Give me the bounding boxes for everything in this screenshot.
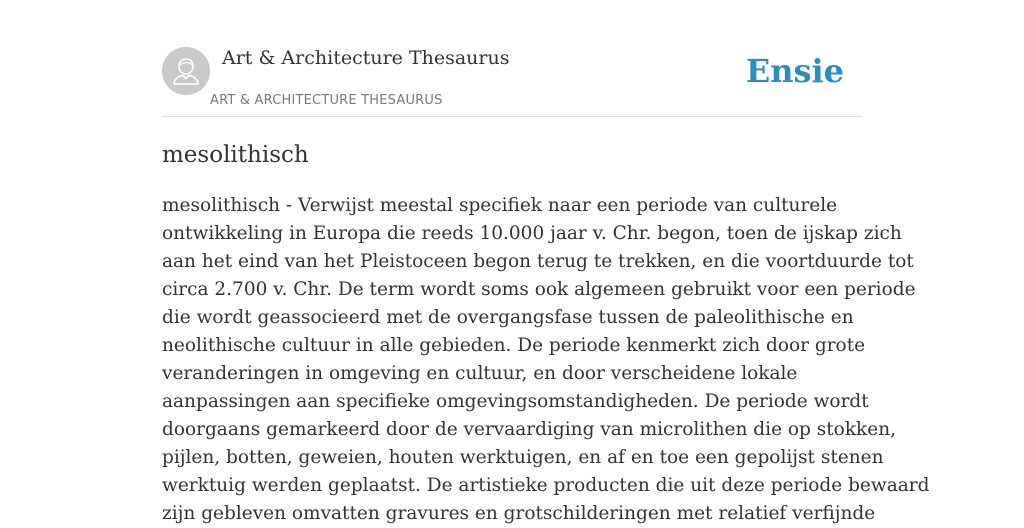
brand-logo[interactable]: Ensie [745,52,844,90]
term-title: mesolithisch [162,142,309,168]
definition-line: aanpassingen aan specifieke omgevingsomstandigheden. De periode wordt [162,391,869,412]
definition-line: doorgaans gemarkeerd door de vervaardiging van microlithen die op stokken, [162,419,896,440]
definition-line: werktuig werden geplaatst. De artistieke producten die uit deze periode bewaard [162,475,930,496]
definition-text [162,192,930,528]
definition-line: mesolithisch - Verwijst meestal specifiek naar een periode van culturele [162,195,838,216]
definition-line: zijn gebleven omvatten gravures en grotschilderingen met relatief verfijnde [162,503,876,524]
user-silhouette-icon[interactable] [162,47,210,95]
source-title[interactable]: Art & Architecture Thesaurus [222,47,510,69]
source-header [162,46,862,117]
definition-line: die wordt geassocieerd met de overgangsfase tussen de paleolithische en [162,307,854,328]
definition-line: veranderingen in omgeving en cultuur, en door verscheidene lokale [162,363,798,384]
source-subtitle-link[interactable]: ART & ARCHITECTURE THESAURUS [210,93,443,108]
definition-line: aan het eind van het Pleistoceen begon terug te trekken, en die voortduurde tot [162,251,914,272]
definition-line: circa 2.700 v. Chr. De term wordt soms ook algemeen gebruikt voor een periode [162,279,916,300]
definition-line: neolithische cultuur in alle gebieden. De periode kenmerkt zich door grote [162,335,866,356]
definition-line: ontwikkeling in Europa die reeds 10.000 jaar v. Chr. begon, toen de ijskap zich [162,223,902,244]
definition-line: pijlen, botten, geweien, houten werktuigen, en af en toe een gepolijst stenen [162,447,884,468]
